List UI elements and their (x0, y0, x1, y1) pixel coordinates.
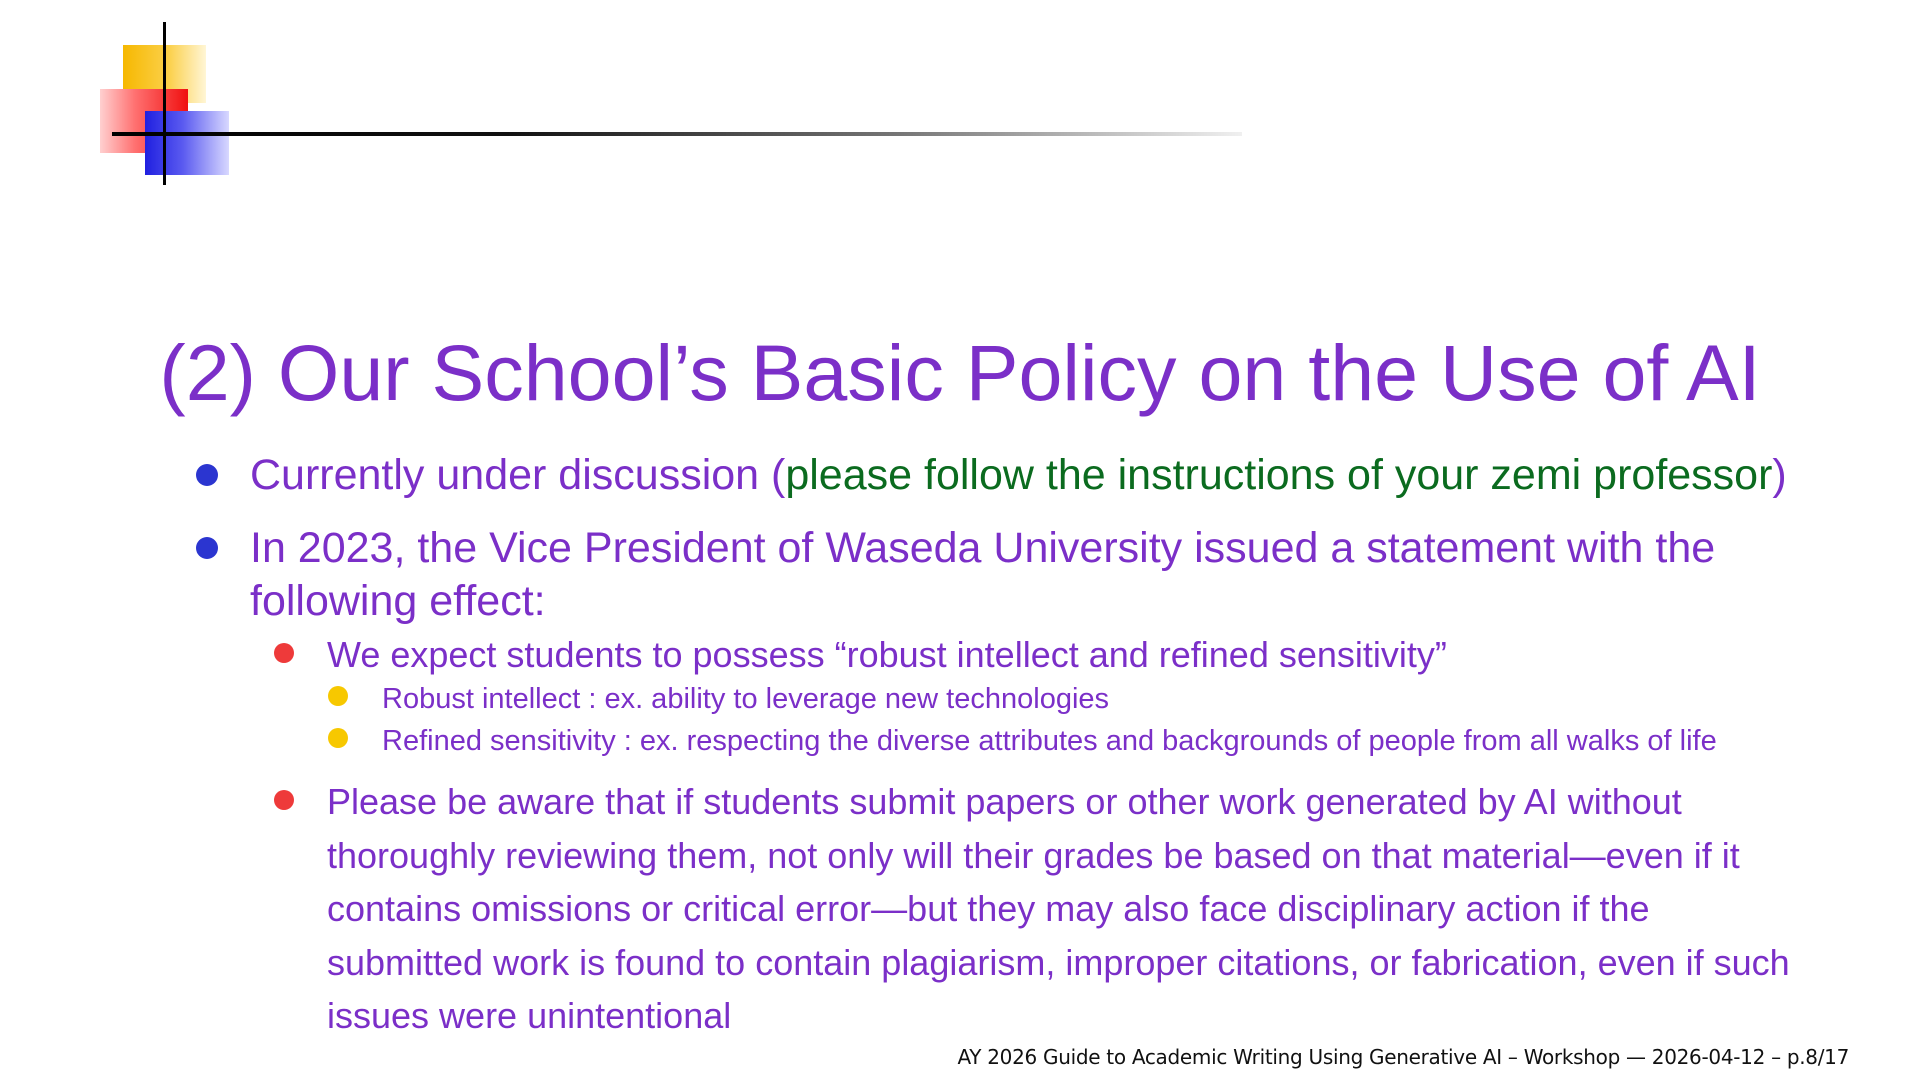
sub-bullet-dot-icon (274, 790, 294, 810)
bullet-text-closing: ) (1772, 451, 1787, 499)
bullet-dot-icon (196, 537, 218, 559)
sub-bullet-item: We expect students to possess “robust intellect and refined sensitivity” (327, 634, 1447, 675)
slide-footer: AY 2026 Guide to Academic Writing Using Generative AI – Workshop — 2026-04-12 – p.8/17 (957, 1045, 1849, 1069)
sub-bullet-item-line: submitted work is found to contain plagiarism, improper citations, or fabrication, even if such (327, 942, 1790, 983)
bullet-text: Currently under discussion ( (250, 451, 786, 499)
bullet-item-statement-line2: following effect: (250, 577, 546, 625)
sub-sub-bullet-dot-icon (328, 686, 348, 706)
sub-sub-bullet-item: Refined sensitivity : ex. respecting the diverse attributes and backgrounds of people from all walks of life (382, 725, 1717, 757)
sub-bullet-item-line: Please be aware that if students submit papers or other work generated by AI without (327, 781, 1682, 822)
bullet-dot-icon (196, 464, 218, 486)
sub-sub-bullet-item: Robust intellect : ex. ability to leverage new technologies (382, 683, 1110, 715)
sub-bullet-dot-icon (274, 643, 294, 663)
sub-bullet-item-line: thoroughly reviewing them, not only will their grades be based on that material—even if it (327, 835, 1740, 876)
bullet-item-statement-line1: In 2023, the Vice President of Waseda University issued a statement with the (250, 524, 1716, 572)
bullet-item-discussion (250, 448, 1787, 502)
sub-bullet-item-line: contains omissions or critical error—but they may also face disciplinary action if the (327, 888, 1650, 929)
sub-bullet-item-line: issues were unintentional (327, 995, 732, 1036)
bullet-highlight-text: please follow the instructions of your zemi professor (785, 451, 1773, 499)
slide-title: (2) Our School’s Basic Policy on the Use of AI (159, 328, 1761, 417)
sub-sub-bullet-dot-icon (328, 728, 348, 748)
